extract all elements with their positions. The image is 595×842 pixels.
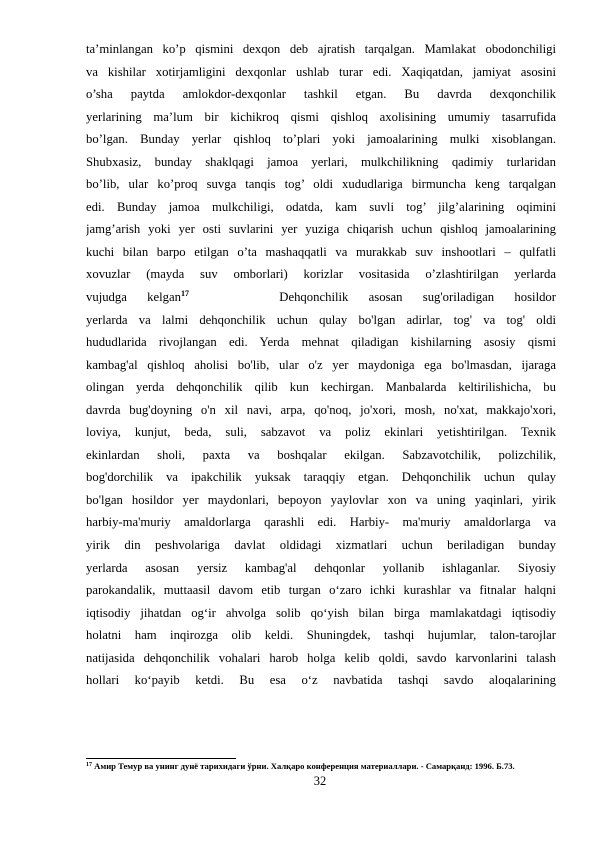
line-text: yerlarda va lalmi dehqonchilik uchun qulay bo'lgan adirlar, tog' va tog' oldi [86, 312, 556, 327]
line-text: kuchi bilan barpo etilgan o’ta mashaqqatli va murakkab suv inshootlari – qulfatli [86, 244, 556, 259]
line-text: ekinlardan sholi, paxta va boshqalar ekilgan. Sabzavotchilik, polizchilik, [86, 447, 556, 462]
line-text: jamg’arish yoki yer osti suvlarini yer yuziga chiqarish uchun qishloq jamoalarining [86, 222, 556, 237]
line-text: Shubxasiz, bunday shaklqagi jamoa yerlari, mulkchilikning qadimiy turlaridan [86, 154, 556, 169]
line-text: bo’lib, ular ko’proq suvga tanqis tog’ oldi xududlariga birmuncha keng tarqalgan [86, 177, 556, 192]
line-text: vujudga kelgan [86, 290, 181, 305]
footnote-marker: 17 [86, 762, 92, 768]
line-text: iqtisodiy jihatdan og‘ir ahvolga solib qo‘yish bilan birga mamlakatdagi iqtisodiy [86, 605, 556, 620]
text-line [86, 286, 556, 309]
line-text-continued: Dehqonchilik asosan sug'oriladigan hosildor [279, 290, 556, 305]
text-line [86, 106, 556, 129]
text-line [86, 196, 556, 219]
text-line [86, 241, 556, 264]
text-line [86, 602, 556, 625]
line-text: yerlarda asosan yersiz kambag'al dehqonlar yollanib ishlaganlar. Siyosiy [86, 560, 556, 575]
text-line [86, 399, 556, 422]
text-line [86, 534, 556, 557]
line-text: bo’lgan. Bunday yerlar qishloq to’plari yoki jamoalarining mulki xisoblangan. [86, 132, 556, 147]
text-line [86, 579, 556, 602]
line-text: bo'lgan hosildor yer maydonlari, bepoyon yaylovlar xon va uning yaqinlari, yirik [86, 492, 556, 507]
page-number: 32 [313, 774, 327, 788]
text-line [86, 669, 556, 692]
footnote [86, 761, 556, 772]
text-line [86, 61, 556, 84]
line-text: ta’minlangan ko’p qismini dexqon deb ajratish tarqalgan. Mamlakat obodonchiligi [86, 42, 556, 56]
text-line [86, 151, 556, 174]
line-text: loviya, kunjut, beda, suli, sabzavot va poliz ekinlari yetishtirilgan. Texnik [86, 425, 556, 440]
line-text: yerlarining ma’lum bir kichikroq qismi qishloq axolisining umumiy tasarrufida [86, 109, 556, 124]
body-text [86, 38, 556, 692]
text-line [86, 444, 556, 467]
text-line [86, 511, 556, 534]
text-line [86, 218, 556, 241]
line-text: davrda bug'doyning o'n xil navi, arpa, qo'noq, jo'xori, mosh, no'xat, makkajo'xori, [86, 402, 556, 417]
footnote-separator [86, 758, 236, 759]
line-text: o’sha paytda amlokdor-dexqonlar tashkil etgan. Bu davrda dexqonchilik [86, 87, 556, 102]
text-line [86, 647, 556, 670]
text-line [86, 38, 556, 61]
line-text: edi. Bunday jamoa mulkchiligi, odatda, kam suvli tog’ jilg’alarining oqimini [86, 199, 556, 214]
line-text: natijasida dehqonchilik vohalari harob holga kelib qoldi, savdo karvonlarini talash [86, 650, 556, 665]
line-text: olingan yerda dehqonchilik qilib kun kechirgan. Manbalarda keltirilishicha, bu [86, 380, 556, 395]
line-text: yirik din peshvolariga davlat oldidagi xizmatlari uchun beriladigan bunday [86, 538, 556, 553]
text-line [86, 624, 556, 647]
text-line [86, 331, 556, 354]
line-text: parokandalik, muttaasil davom etib turgan o‘zaro ichki kurashlar va fitnalar halqni [86, 583, 556, 598]
text-line [86, 466, 556, 489]
text-line [86, 83, 556, 106]
line-text: xovuzlar (mayda suv omborlari) korizlar vositasida o’zlashtirilgan yerlarda [86, 267, 556, 282]
text-line [86, 173, 556, 196]
text-line [86, 128, 556, 151]
text-line [86, 421, 556, 444]
line-text: hududlarida rivojlangan edi. Yerda mehnat qiladigan kishilarning asosiy qismi [86, 335, 556, 350]
text-line [86, 376, 556, 399]
text-line [86, 489, 556, 512]
text-line [86, 263, 556, 286]
text-line [86, 309, 556, 332]
footnote-reference: 17 [181, 289, 189, 299]
line-text: hollari ko‘payib ketdi. Bu esa o‘z navbatida tashqi savdo aloqalarining [86, 673, 556, 688]
footnote-text: Амир Темур ва унинг дунё тарихидаги ўрни. Халқаро конференция материаллари. - Самарқанд: 1996. Б.73. [92, 761, 515, 771]
line-text: bog'dorchilik va ipakchilik yuksak taraqqiy etgan. Dehqonchilik uchun qulay [86, 470, 556, 485]
line-text: holatni ham inqirozga olib keldi. Shuningdek, tashqi hujumlar, talon-tarojlar [86, 628, 556, 643]
line-text: kambag'al qishloq aholisi bo'lib, ular o'z yer maydoniga ega bo'lmasdan, ijaraga [86, 357, 556, 372]
line-text: va kishilar xotirjamligini dexqonlar ushlab turar edi. Xaqiqatdan, jamiyat asosini [86, 64, 556, 79]
line-text: harbiy-ma'muriy amaldorlarga qarashli edi. Harbiy- ma'muriy amaldorlarga va [86, 515, 556, 530]
text-line [86, 354, 556, 377]
text-line [86, 557, 556, 580]
